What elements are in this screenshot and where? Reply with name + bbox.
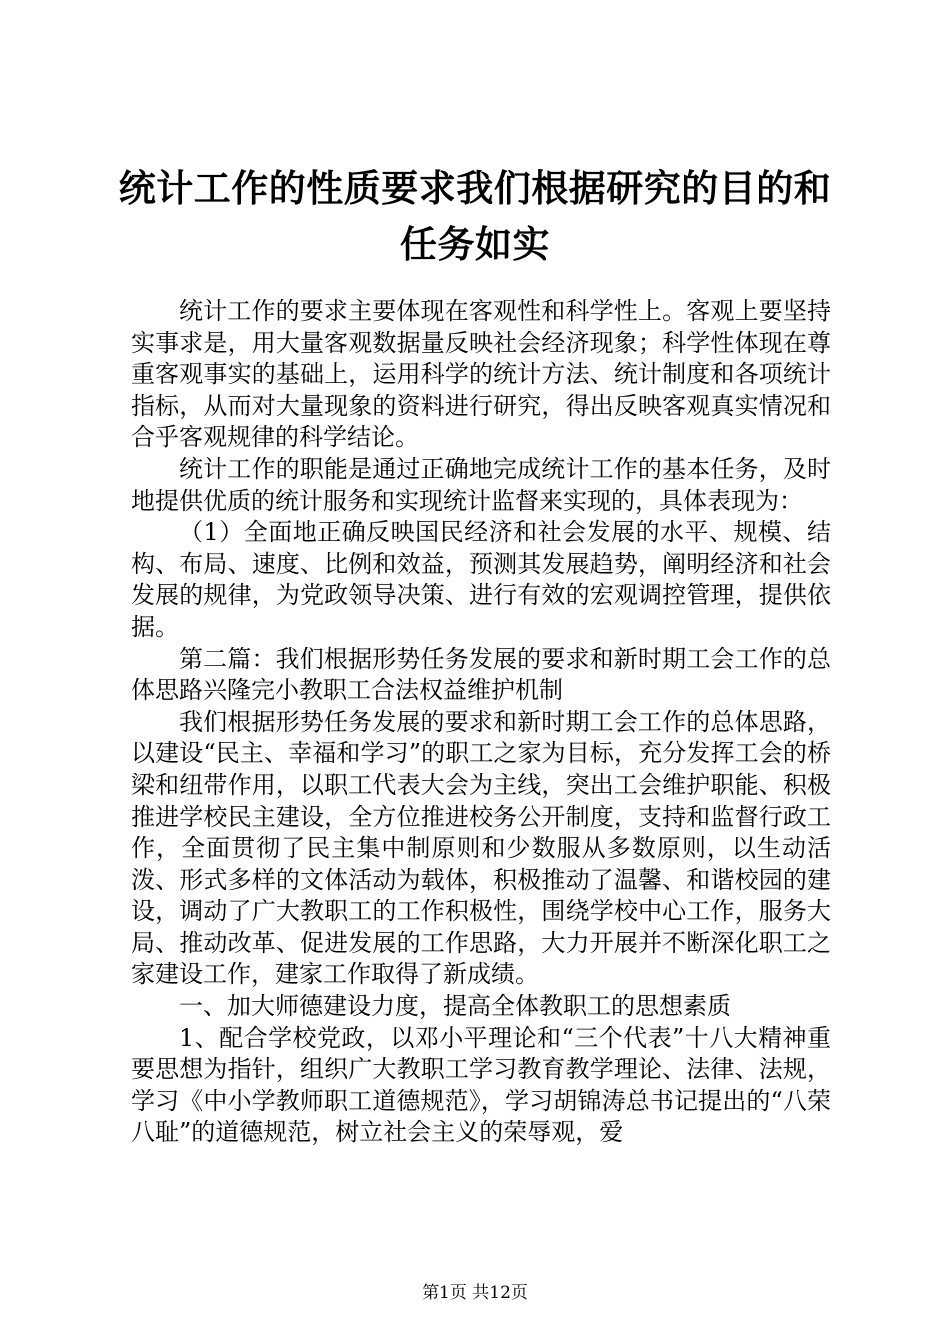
paragraph: 第二篇：我们根据形势任务发展的要求和新时期工会工作的总体思路兴隆完小教职工合法权益维护机制 [131,644,831,705]
document-body [131,296,831,1149]
paragraph: 统计工作的职能是通过正确地完成统计工作的基本任务，及时地提供优质的统计服务和实现统计监督来实现的，具体表现为： [131,454,831,515]
page-number-footer: 第1页 共12页 [422,1283,528,1303]
paragraph: （1）全面地正确反映国民经济和社会发展的水平、规模、结构、布局、速度、比例和效益，预测其发展趋势，阐明经济和社会发展的规律，为党政领导决策、进行有效的宏观调控管理，提供依据。 [131,518,831,641]
paragraph: 我们根据形势任务发展的要求和新时期工会工作的总体思路，以建设“民主、幸福和学习”的职工之家为目标，充分发挥工会的桥梁和纽带作用，以职工代表大会为主线，突出工会维护职能、积极推进学校民主建设，全方位推进校务公开制度，支持和监督行政工作，全面贯彻了民主集中制原则和少数服从多数原则，以生动活泼、形式多样的文体活动为载体，积极推动了温馨、和谐校园的建设，调动了广大教职工的工作积极性，围绕学校中心工作，服务大局、推动改革、促进发展的工作思路，大力开展并不断深化职工之家建设工作，建家工作取得了新成绩。 [131,707,831,989]
paragraph: 1、配合学校党政，以邓小平理论和“三个代表”十八大精神重要思想为指针，组织广大教职工学习教育教学理论、法律、法规，学习《中小学教师职工道德规范》，学习胡锦涛总书记提出的“八荣八耻”的道德规范，树立社会主义的荣辱观，爱 [131,1023,831,1147]
paragraph: 一、加大师德建设力度，提高全体教职工的思想素质 [179,992,731,1021]
paragraph: 统计工作的要求主要体现在客观性和科学性上。客观上要坚持实事求是，用大量客观数据量反映社会经济现象；科学性体现在尊重客观事实的基础上，运用科学的统计方法、统计制度和各项统计指标，从而对大量现象的资料进行研究，得出反映客观真实情况和合乎客观规律的科学结论。 [131,297,831,452]
document-title: 统计工作的性质要求我们根据研究的目的和任务如实 [118,166,832,266]
